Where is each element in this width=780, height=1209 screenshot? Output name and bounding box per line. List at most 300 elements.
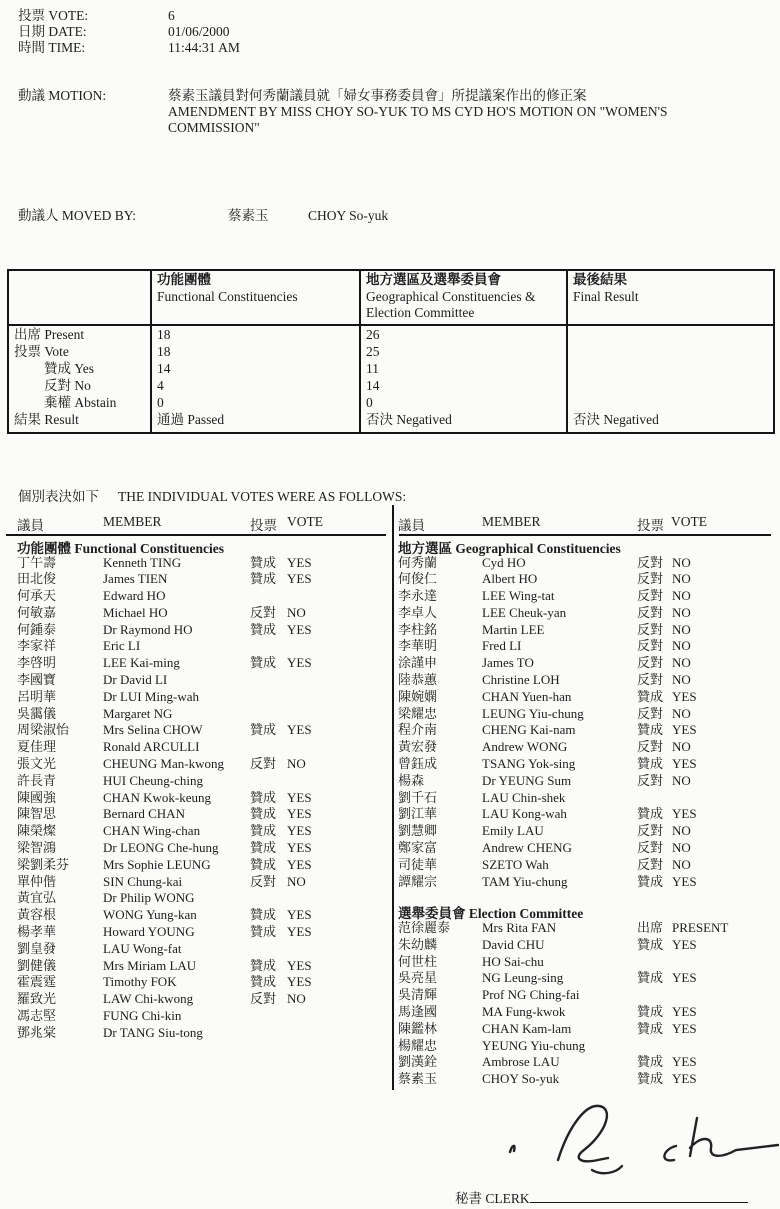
member-row bbox=[398, 840, 772, 857]
member-name-zh: 楊耀忠 bbox=[398, 1037, 438, 1053]
summary-gc-value: 否決 Negatived bbox=[366, 412, 452, 428]
member-name-zh: 呂明華 bbox=[17, 688, 57, 704]
member-name-zh: 田北俊 bbox=[17, 571, 57, 587]
member-row bbox=[17, 890, 387, 907]
summary-final-value bbox=[573, 327, 768, 344]
member-vote-zh: 反對 bbox=[637, 856, 664, 872]
member-row bbox=[17, 622, 387, 639]
right-header-rule bbox=[399, 534, 771, 536]
member-vote-zh: 反對 bbox=[637, 604, 664, 620]
member-row bbox=[17, 874, 387, 891]
member-name-en: Ronald ARCULLI bbox=[103, 739, 200, 755]
member-row bbox=[17, 941, 387, 958]
member-name-zh: 劉漢銓 bbox=[398, 1054, 438, 1070]
left-header-rule bbox=[6, 534, 386, 536]
clerk-signature bbox=[480, 1090, 780, 1190]
member-name-en: Mrs Miriam LAU bbox=[103, 957, 197, 973]
summary-header-fc bbox=[151, 270, 360, 325]
member-row bbox=[17, 588, 387, 605]
summary-row-label: 結果 Result bbox=[14, 412, 79, 428]
member-vote-en: NO bbox=[287, 991, 306, 1007]
member-row bbox=[17, 555, 387, 572]
member-vote-en: YES bbox=[287, 722, 312, 738]
summary-final-value: 否決 Negatived bbox=[573, 412, 659, 428]
member-name-en: SZETO Wah bbox=[482, 856, 549, 872]
member-vote-zh: 反對 bbox=[250, 873, 277, 889]
member-name-zh: 涂謹申 bbox=[398, 655, 438, 671]
member-name-en: James TIEN bbox=[103, 571, 168, 587]
member-name-en: LAU Chin-shek bbox=[482, 789, 566, 805]
geographical-and-ec-list bbox=[398, 537, 772, 1088]
member-name-zh: 何秀蘭 bbox=[398, 554, 438, 570]
summary-fc-value: 18 bbox=[157, 343, 171, 359]
summary-header-empty bbox=[8, 270, 151, 325]
member-name-en: LEE Cheuk-yan bbox=[482, 604, 567, 620]
member-name-zh: 羅致光 bbox=[17, 991, 57, 1007]
member-name-zh: 程介南 bbox=[398, 722, 438, 738]
gc-header-zh: 地方選區及選舉委員會 bbox=[366, 272, 501, 287]
motion-text-en1: AMENDMENT BY MISS CHOY SO-YUK TO MS CYD HO'S MOTION ON "WOMEN'S bbox=[168, 104, 668, 119]
member-vote-zh: 贊成 bbox=[637, 1003, 664, 1019]
member-vote-en: NO bbox=[672, 638, 691, 654]
member-name-zh: 陳國強 bbox=[17, 789, 57, 805]
summary-fc-value: 18 bbox=[157, 326, 171, 342]
member-name-en: Dr TANG Siu-tong bbox=[103, 1024, 203, 1040]
member-row bbox=[17, 722, 387, 739]
member-name-zh: 許長青 bbox=[17, 772, 57, 788]
member-name-zh: 何承天 bbox=[17, 588, 57, 604]
summary-final-value bbox=[573, 378, 768, 395]
member-row bbox=[398, 638, 772, 655]
member-name-en: LEUNG Yiu-chung bbox=[482, 705, 584, 721]
member-name-en: Kenneth TING bbox=[103, 554, 182, 570]
summary-row-label: 反對 No bbox=[44, 378, 91, 394]
member-row bbox=[398, 655, 772, 672]
member-row bbox=[398, 987, 772, 1004]
time-value: 11:44:31 AM bbox=[168, 40, 240, 55]
member-vote-en: YES bbox=[287, 655, 312, 671]
member-vote-en: NO bbox=[672, 554, 691, 570]
summary-fc-value: 0 bbox=[157, 395, 164, 411]
member-row bbox=[398, 706, 772, 723]
member-vote-zh: 贊成 bbox=[637, 873, 664, 889]
member-row bbox=[398, 874, 772, 891]
left-member-header-zh: 議員 bbox=[17, 518, 44, 533]
member-row bbox=[398, 823, 772, 840]
member-row bbox=[398, 1038, 772, 1055]
right-vote-header-en: VOTE bbox=[671, 514, 707, 529]
member-name-zh: 夏佳理 bbox=[17, 739, 57, 755]
member-row bbox=[17, 773, 387, 790]
individual-intro-en: THE INDIVIDUAL VOTES WERE AS FOLLOWS: bbox=[118, 489, 407, 504]
member-name-en: FUNG Chi-kin bbox=[103, 1008, 182, 1024]
geographical-constituencies-rows bbox=[398, 555, 772, 891]
member-vote-en: YES bbox=[287, 924, 312, 940]
member-vote-zh: 贊成 bbox=[637, 970, 664, 986]
vote-number-value: 6 bbox=[168, 8, 175, 23]
member-name-en: Prof NG Ching-fai bbox=[482, 987, 580, 1003]
member-row bbox=[17, 840, 387, 857]
member-vote-en: NO bbox=[287, 873, 306, 889]
section-gap bbox=[398, 890, 772, 902]
member-vote-zh: 反對 bbox=[637, 672, 664, 688]
member-name-en: Dr YEUNG Sum bbox=[482, 772, 572, 788]
member-vote-zh: 贊成 bbox=[250, 621, 277, 637]
member-vote-zh: 反對 bbox=[637, 621, 664, 637]
member-vote-en: YES bbox=[287, 974, 312, 990]
member-row bbox=[398, 689, 772, 706]
member-name-zh: 劉健儀 bbox=[17, 957, 57, 973]
member-vote-zh: 贊成 bbox=[250, 722, 277, 738]
summary-row-label: 棄權 Abstain bbox=[44, 395, 117, 411]
member-name-en: Michael HO bbox=[103, 604, 168, 620]
summary-gc-value: 11 bbox=[366, 360, 379, 376]
member-vote-en: YES bbox=[287, 957, 312, 973]
member-vote-en: YES bbox=[287, 907, 312, 923]
member-name-zh: 劉千石 bbox=[398, 789, 438, 805]
member-vote-zh: 反對 bbox=[637, 571, 664, 587]
motion-text-en2: COMMISSION" bbox=[168, 120, 260, 135]
member-name-zh: 陳鑑林 bbox=[398, 1020, 438, 1036]
member-name-zh: 黃宏發 bbox=[398, 739, 438, 755]
member-name-en: Ambrose LAU bbox=[482, 1054, 560, 1070]
member-vote-en: NO bbox=[672, 672, 691, 688]
member-row bbox=[398, 937, 772, 954]
member-vote-en: NO bbox=[672, 655, 691, 671]
member-vote-en: YES bbox=[287, 571, 312, 587]
member-row bbox=[17, 790, 387, 807]
summary-labels-cell bbox=[8, 325, 151, 433]
member-name-zh: 李家祥 bbox=[17, 638, 57, 654]
member-name-en: CHOY So-yuk bbox=[482, 1071, 560, 1087]
member-name-en: HO Sai-chu bbox=[482, 953, 544, 969]
member-name-en: Dr LEONG Che-hung bbox=[103, 840, 219, 856]
member-name-zh: 吳靄儀 bbox=[17, 705, 57, 721]
summary-gc-cell bbox=[360, 325, 567, 433]
member-row bbox=[17, 924, 387, 941]
member-vote-zh: 贊成 bbox=[250, 554, 277, 570]
member-name-zh: 李華明 bbox=[398, 638, 438, 654]
member-name-zh: 吳亮星 bbox=[398, 970, 438, 986]
summary-row-label: 出席 Present bbox=[14, 326, 85, 342]
member-vote-zh: 贊成 bbox=[637, 1020, 664, 1036]
member-name-zh: 吳清輝 bbox=[398, 987, 438, 1003]
member-name-en: MA Fung-kwok bbox=[482, 1003, 566, 1019]
member-name-zh: 何敏嘉 bbox=[17, 604, 57, 620]
member-vote-zh: 贊成 bbox=[637, 722, 664, 738]
member-name-en: Howard YOUNG bbox=[103, 924, 195, 940]
election-committee-rows bbox=[398, 920, 772, 1088]
functional-constituencies-title: 功能團體 Functional Constituencies bbox=[17, 541, 225, 556]
member-vote-zh: 贊成 bbox=[250, 974, 277, 990]
member-name-zh: 楊孝華 bbox=[17, 924, 57, 940]
member-vote-en: NO bbox=[672, 571, 691, 587]
member-name-zh: 何鍾泰 bbox=[17, 621, 57, 637]
member-row bbox=[398, 773, 772, 790]
member-vote-en: NO bbox=[672, 772, 691, 788]
member-row bbox=[398, 920, 772, 937]
member-name-en: Albert HO bbox=[482, 571, 538, 587]
member-vote-en: NO bbox=[287, 756, 306, 772]
member-vote-en: YES bbox=[672, 1071, 697, 1087]
member-vote-zh: 反對 bbox=[637, 772, 664, 788]
member-vote-zh: 反對 bbox=[637, 655, 664, 671]
member-name-en: CHAN Kam-lam bbox=[482, 1020, 572, 1036]
summary-header-row bbox=[8, 270, 774, 325]
member-vote-en: NO bbox=[287, 604, 306, 620]
member-vote-zh: 贊成 bbox=[637, 688, 664, 704]
summary-fc-cell bbox=[151, 325, 360, 433]
member-vote-en: PRESENT bbox=[672, 919, 729, 935]
column-divider bbox=[392, 505, 394, 1090]
left-vote-header-zh: 投票 bbox=[250, 518, 277, 533]
summary-row-label: 投票 Vote bbox=[14, 343, 69, 359]
member-name-en: CHENG Kai-nam bbox=[482, 722, 576, 738]
member-name-zh: 曾鈺成 bbox=[398, 756, 438, 772]
member-name-zh: 陳婉嫻 bbox=[398, 688, 438, 704]
member-name-zh: 單仲偕 bbox=[17, 873, 57, 889]
member-name-zh: 鄧兆棠 bbox=[17, 1024, 57, 1040]
member-vote-en: YES bbox=[672, 873, 697, 889]
member-vote-zh: 贊成 bbox=[250, 823, 277, 839]
member-vote-zh: 出席 bbox=[637, 919, 664, 935]
fc-header-zh: 功能團體 bbox=[157, 272, 211, 287]
member-row bbox=[398, 588, 772, 605]
member-name-en: Timothy FOK bbox=[103, 974, 177, 990]
clerk-signature-block bbox=[455, 1188, 748, 1207]
member-row bbox=[398, 722, 772, 739]
member-name-en: TAM Yiu-chung bbox=[482, 873, 568, 889]
member-row bbox=[398, 672, 772, 689]
member-vote-en: YES bbox=[287, 789, 312, 805]
member-name-en: Mrs Sophie LEUNG bbox=[103, 856, 211, 872]
member-name-en: YEUNG Yiu-chung bbox=[482, 1037, 586, 1053]
member-vote-zh: 贊成 bbox=[250, 840, 277, 856]
left-member-header-en: MEMBER bbox=[103, 514, 162, 529]
member-vote-en: YES bbox=[672, 688, 697, 704]
member-vote-zh: 反對 bbox=[250, 604, 277, 620]
member-vote-en: YES bbox=[287, 856, 312, 872]
clerk-label: 秘書 CLERK bbox=[455, 1191, 530, 1206]
member-row bbox=[17, 857, 387, 874]
member-vote-en: YES bbox=[672, 970, 697, 986]
member-vote-zh: 反對 bbox=[637, 705, 664, 721]
member-name-en: LAU Kong-wah bbox=[482, 806, 567, 822]
member-row bbox=[17, 672, 387, 689]
member-name-zh: 陳榮燦 bbox=[17, 823, 57, 839]
member-vote-en: NO bbox=[672, 621, 691, 637]
vote-number-label: 投票 VOTE: bbox=[18, 8, 89, 23]
functional-constituencies-rows bbox=[17, 555, 387, 1042]
member-name-zh: 朱幼麟 bbox=[398, 936, 438, 952]
member-name-zh: 劉慧卿 bbox=[398, 823, 438, 839]
final-header-zh: 最後結果 bbox=[573, 272, 627, 287]
member-name-zh: 李柱銘 bbox=[398, 621, 438, 637]
vote-summary-table bbox=[7, 269, 775, 434]
member-vote-en: YES bbox=[287, 823, 312, 839]
member-row bbox=[17, 655, 387, 672]
date-label: 日期 DATE: bbox=[18, 24, 87, 39]
member-row bbox=[17, 605, 387, 622]
election-committee-title: 選舉委員會 Election Committee bbox=[398, 906, 584, 922]
member-row bbox=[17, 907, 387, 924]
member-name-en: Eric LI bbox=[103, 638, 141, 654]
member-row bbox=[17, 958, 387, 975]
member-name-zh: 劉江華 bbox=[398, 806, 438, 822]
member-vote-zh: 贊成 bbox=[250, 856, 277, 872]
summary-final-value bbox=[573, 344, 768, 361]
member-name-en: Cyd HO bbox=[482, 554, 526, 570]
moved-by-name-en: CHOY So-yuk bbox=[308, 208, 389, 223]
member-row bbox=[398, 1071, 772, 1088]
member-name-en: Andrew WONG bbox=[482, 739, 568, 755]
member-vote-zh: 贊成 bbox=[250, 907, 277, 923]
member-name-zh: 何世柱 bbox=[398, 953, 438, 969]
summary-header-final bbox=[567, 270, 774, 325]
member-row bbox=[17, 571, 387, 588]
left-vote-header-en: VOTE bbox=[287, 514, 323, 529]
fc-header-en: Functional Constituencies bbox=[157, 288, 298, 304]
member-name-en: CHAN Wing-chan bbox=[103, 823, 201, 839]
summary-final-value bbox=[573, 395, 768, 412]
member-name-en: LEE Wing-tat bbox=[482, 588, 555, 604]
member-row bbox=[398, 790, 772, 807]
member-name-en: Dr David LI bbox=[103, 672, 168, 688]
member-name-zh: 周梁淑怡 bbox=[17, 722, 70, 738]
member-vote-zh: 反對 bbox=[637, 588, 664, 604]
member-vote-en: NO bbox=[672, 840, 691, 856]
summary-fc-value: 通過 Passed bbox=[157, 412, 225, 428]
member-vote-zh: 贊成 bbox=[250, 571, 277, 587]
summary-gc-value: 14 bbox=[366, 378, 380, 394]
member-name-en: Edward HO bbox=[103, 588, 166, 604]
date-value: 01/06/2000 bbox=[168, 24, 230, 39]
member-name-zh: 何俊仁 bbox=[398, 571, 438, 587]
member-row bbox=[17, 756, 387, 773]
member-row bbox=[398, 954, 772, 971]
member-row bbox=[398, 970, 772, 987]
motion-text-zh: 蔡素玉議員對何秀蘭議員就「婦女事務委員會」所提議案作出的修正案 bbox=[168, 88, 587, 103]
member-vote-en: YES bbox=[287, 621, 312, 637]
member-vote-en: YES bbox=[287, 554, 312, 570]
moved-by-label: 動議人 MOVED BY: bbox=[18, 208, 137, 223]
member-row bbox=[17, 739, 387, 756]
member-vote-en: YES bbox=[672, 722, 697, 738]
member-name-en: LAU Wong-fat bbox=[103, 940, 182, 956]
member-vote-zh: 反對 bbox=[250, 756, 277, 772]
member-name-zh: 陳智思 bbox=[17, 806, 57, 822]
member-name-en: Fred LI bbox=[482, 638, 522, 654]
member-row bbox=[17, 991, 387, 1008]
summary-row-label: 贊成 Yes bbox=[44, 360, 95, 376]
member-row bbox=[17, 1025, 387, 1042]
member-name-en: Dr Raymond HO bbox=[103, 621, 193, 637]
member-name-en: HUI Cheung-ching bbox=[103, 772, 204, 788]
moved-by-name-zh: 蔡素玉 bbox=[228, 208, 269, 223]
member-name-zh: 劉皇發 bbox=[17, 940, 57, 956]
member-vote-en: NO bbox=[672, 823, 691, 839]
member-name-zh: 馮志堅 bbox=[17, 1008, 57, 1024]
member-vote-en: YES bbox=[287, 840, 312, 856]
member-row bbox=[398, 571, 772, 588]
member-vote-zh: 贊成 bbox=[250, 655, 277, 671]
member-row bbox=[398, 1054, 772, 1071]
member-name-zh: 梁劉柔芬 bbox=[17, 856, 70, 872]
member-vote-zh: 反對 bbox=[637, 840, 664, 856]
member-vote-en: YES bbox=[672, 1020, 697, 1036]
member-name-en: David CHU bbox=[482, 936, 545, 952]
member-vote-zh: 贊成 bbox=[637, 936, 664, 952]
motion-label: 動議 MOTION: bbox=[18, 88, 107, 103]
individual-intro-zh: 個別表決如下 bbox=[18, 489, 99, 504]
member-name-en: CHAN Yuen-han bbox=[482, 688, 572, 704]
member-name-zh: 梁智鴻 bbox=[17, 840, 57, 856]
member-row bbox=[398, 1004, 772, 1021]
member-name-en: Mrs Rita FAN bbox=[482, 919, 557, 935]
member-name-en: NG Leung-sing bbox=[482, 970, 564, 986]
member-name-zh: 李國寶 bbox=[17, 672, 57, 688]
member-name-en: Dr LUI Ming-wah bbox=[103, 688, 200, 704]
member-vote-en: NO bbox=[672, 856, 691, 872]
member-name-en: Christine LOH bbox=[482, 672, 560, 688]
member-name-zh: 黃宜弘 bbox=[17, 890, 57, 906]
member-name-en: TSANG Yok-sing bbox=[482, 756, 576, 772]
member-vote-zh: 反對 bbox=[637, 823, 664, 839]
member-name-en: LEE Kai-ming bbox=[103, 655, 180, 671]
member-name-en: Emily LAU bbox=[482, 823, 544, 839]
time-label: 時間 TIME: bbox=[18, 40, 86, 55]
member-vote-zh: 贊成 bbox=[250, 957, 277, 973]
final-header-en: Final Result bbox=[573, 288, 639, 304]
member-row bbox=[17, 1008, 387, 1025]
member-name-zh: 蔡素玉 bbox=[398, 1071, 438, 1087]
summary-fc-value: 4 bbox=[157, 378, 164, 394]
member-name-en: CHEUNG Man-kwong bbox=[103, 756, 224, 772]
member-name-zh: 張文光 bbox=[17, 756, 57, 772]
member-vote-en: YES bbox=[672, 1054, 697, 1070]
member-name-en: Mrs Selina CHOW bbox=[103, 722, 203, 738]
member-vote-en: YES bbox=[287, 806, 312, 822]
member-name-zh: 陸恭蕙 bbox=[398, 672, 438, 688]
member-row bbox=[398, 756, 772, 773]
member-row bbox=[398, 739, 772, 756]
member-vote-en: NO bbox=[672, 604, 691, 620]
member-vote-en: NO bbox=[672, 705, 691, 721]
summary-gc-value: 0 bbox=[366, 395, 373, 411]
member-row bbox=[17, 806, 387, 823]
member-vote-en: YES bbox=[672, 1003, 697, 1019]
member-row bbox=[398, 806, 772, 823]
geographical-constituencies-title: 地方選區 Geographical Constituencies bbox=[398, 541, 621, 556]
member-row bbox=[17, 974, 387, 991]
member-name-zh: 黃容根 bbox=[17, 907, 57, 923]
member-name-zh: 范徐麗泰 bbox=[398, 919, 451, 935]
member-name-zh: 李啓明 bbox=[17, 655, 57, 671]
member-name-en: WONG Yung-kan bbox=[103, 907, 197, 923]
member-row bbox=[17, 689, 387, 706]
summary-fc-value: 14 bbox=[157, 360, 171, 376]
member-name-en: Margaret NG bbox=[103, 705, 173, 721]
summary-body-row bbox=[8, 325, 774, 433]
summary-final-value bbox=[573, 361, 768, 378]
member-row bbox=[398, 605, 772, 622]
member-vote-en: NO bbox=[672, 739, 691, 755]
member-name-zh: 鄭家富 bbox=[398, 840, 438, 856]
member-vote-zh: 贊成 bbox=[637, 756, 664, 772]
member-name-zh: 楊森 bbox=[398, 772, 425, 788]
member-name-zh: 丁午壽 bbox=[17, 554, 57, 570]
summary-gc-value: 26 bbox=[366, 326, 380, 342]
